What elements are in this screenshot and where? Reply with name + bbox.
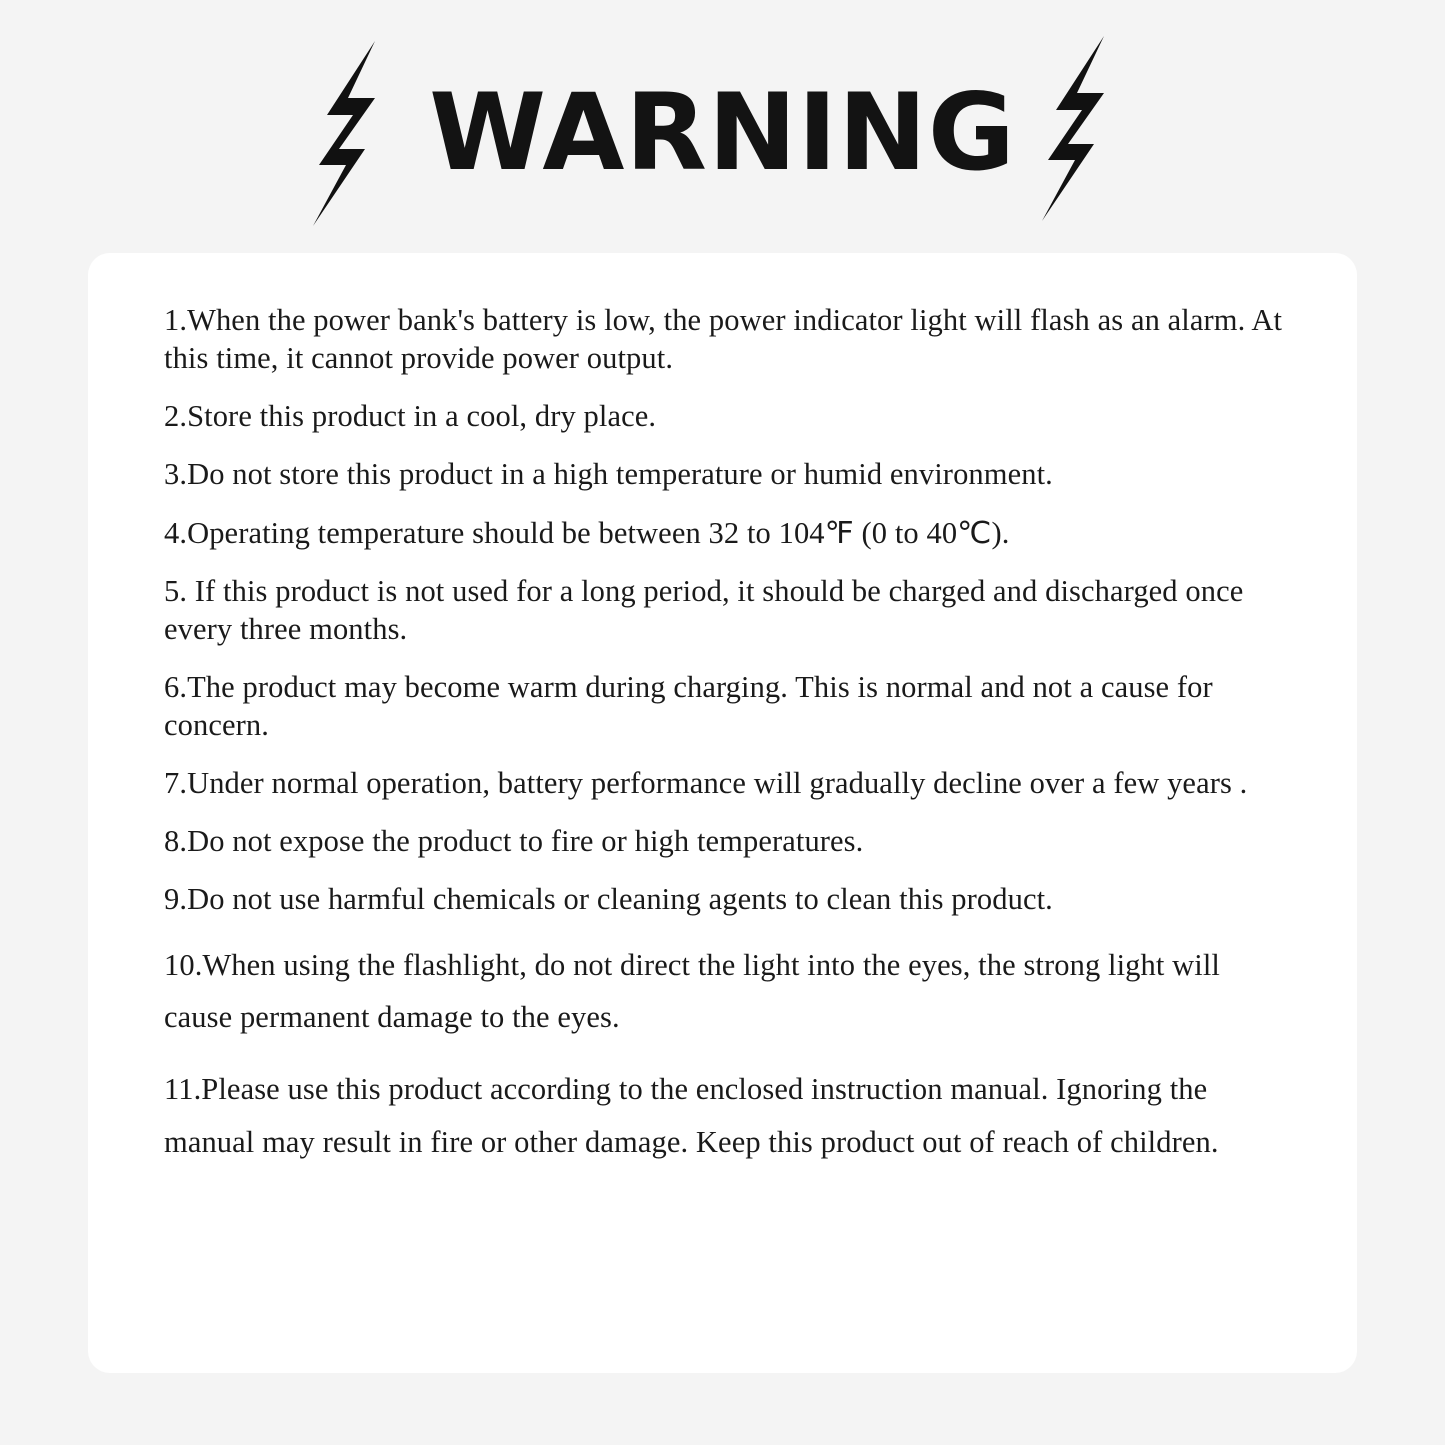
page-title: WARNING [429, 70, 1016, 194]
list-item: 5. If this product is not used for a long period, it should be charged and discharged once every three months. [164, 573, 1244, 646]
list-item: 10.When using the flashlight, do not direct the light into the eyes, the strong light will cause permanent damage to the eyes. [164, 947, 1221, 1034]
list-item: 4.Operating temperature should be between 32 to 104℉ (0 to 40℃). [164, 515, 1010, 550]
warning-header [0, 0, 1445, 255]
list-item: 6.The product may become warm during charging. This is normal and not a cause for concern. [164, 669, 1213, 742]
list-item: 3.Do not store this product in a high temperature or humid environment. [164, 457, 1053, 492]
lightning-bolt-icon [313, 41, 403, 231]
list-item: 9.Do not use harmful chemicals or cleaning agents to clean this product. [164, 882, 1053, 917]
warning-card [88, 253, 1357, 1373]
list-item: 1.When the power bank's battery is low, the power indicator light will flash as an alarm. At this time, it cannot provide power output. [164, 303, 1283, 376]
list-item: 2.Store this product in a cool, dry place. [164, 399, 657, 434]
lightning-bolt-icon [1042, 36, 1132, 226]
list-item: 8.Do not expose the product to fire or high temperatures. [164, 824, 864, 859]
list-item: 7.Under normal operation, battery performance will gradually decline over a few years . [164, 766, 1248, 801]
list-item: 11.Please use this product according to the enclosed instruction manual. Ignoring the manual may result in fire or other damage. Keep this product out of reach of children. [164, 1072, 1219, 1159]
warning-list [88, 253, 1357, 1208]
